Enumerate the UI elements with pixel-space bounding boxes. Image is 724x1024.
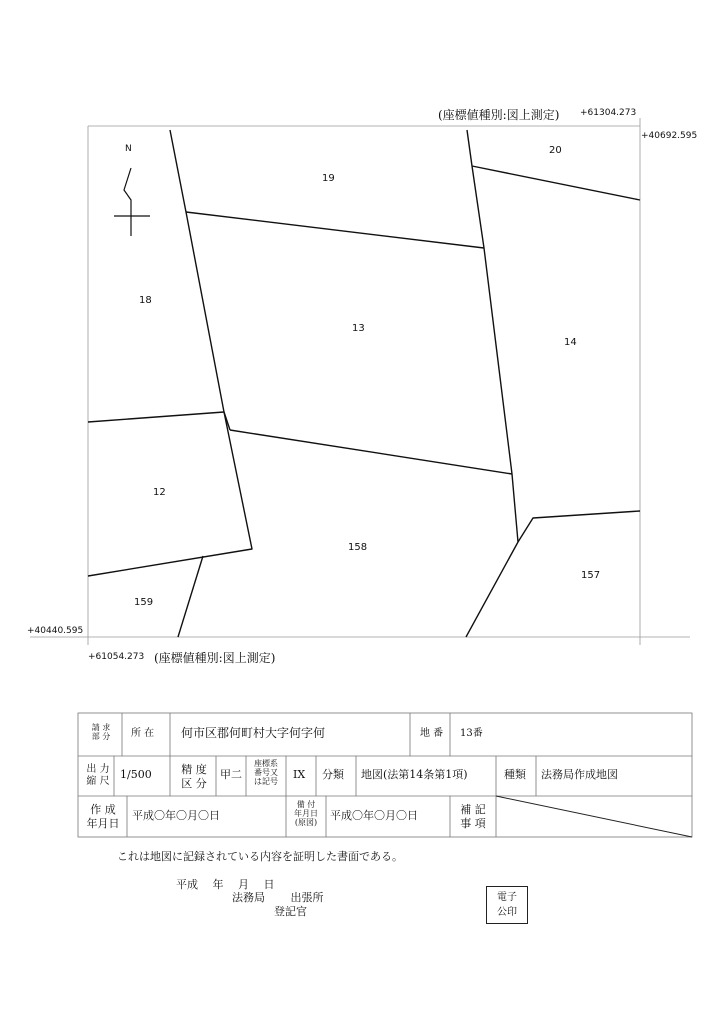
kind-value: 法務局作成地図 <box>541 768 618 781</box>
registrar-label: 登記官 <box>274 905 307 918</box>
output-scale-label: 出 力 縮 尺 <box>86 764 110 787</box>
coord-system-label: 座標系 番号又 は記号 <box>254 759 278 786</box>
parcel-label-158: 158 <box>348 542 368 553</box>
seal-line-2: 公印 <box>497 907 517 918</box>
created-date-value: 平成〇年〇月〇日 <box>132 809 220 822</box>
coord-bottom-left-y: +40440.595 <box>27 626 84 636</box>
seal-line-1: 電子 <box>497 892 517 903</box>
electronic-seal <box>486 886 528 924</box>
class-label: 分類 <box>322 768 344 781</box>
created-date-label: 作 成 年月日 <box>86 803 120 830</box>
certification-statement: これは地図に記録されている内容を証明した書面である。 <box>117 850 403 863</box>
kind-label: 種類 <box>504 768 526 781</box>
coord-bottom-left-x: +61054.273 <box>88 652 145 662</box>
notes-label: 補 記 事 項 <box>460 803 486 830</box>
lot-label: 地 番 <box>420 728 444 739</box>
precision-value: 甲二 <box>220 768 242 781</box>
prepared-date-value: 平成〇年〇月〇日 <box>330 809 418 822</box>
parcel-label-157: 157 <box>581 570 601 581</box>
parcel-label-14: 14 <box>564 337 577 348</box>
precision-label: 精 度 区 分 <box>181 763 207 790</box>
coord-type-bottom: (座標値種別:図上測定) <box>154 651 276 665</box>
parcel-label-18: 18 <box>139 295 152 306</box>
scale-value: 1/500 <box>120 768 152 781</box>
request-part-label: 請 求 部 分 <box>91 723 111 741</box>
parcel-label-19: 19 <box>322 173 335 184</box>
parcel-label-20: 20 <box>549 145 562 156</box>
prepared-date-label: 備 付 年月日 (原図) <box>294 800 318 827</box>
north-label: N <box>125 144 132 154</box>
coord-system-value: IX <box>293 768 306 781</box>
parcel-label-12: 12 <box>153 487 166 498</box>
lot-value: 13番 <box>460 728 483 739</box>
location-label: 所 在 <box>131 728 155 739</box>
legal-office: 法務局 出張所 <box>232 891 324 904</box>
coord-type-top: (座標値種別:図上測定) <box>438 108 560 122</box>
coord-top-right-y: +40692.595 <box>641 131 698 141</box>
parcel-label-159: 159 <box>134 597 154 608</box>
issue-date: 平成 年 月 日 <box>176 878 275 891</box>
coord-top-right-x: +61304.273 <box>580 108 637 118</box>
location-value: 何市区郡何町村大字何字何 <box>181 726 326 740</box>
parcel-label-13: 13 <box>352 323 365 334</box>
class-value: 地図(法第14条第1項) <box>361 768 468 781</box>
